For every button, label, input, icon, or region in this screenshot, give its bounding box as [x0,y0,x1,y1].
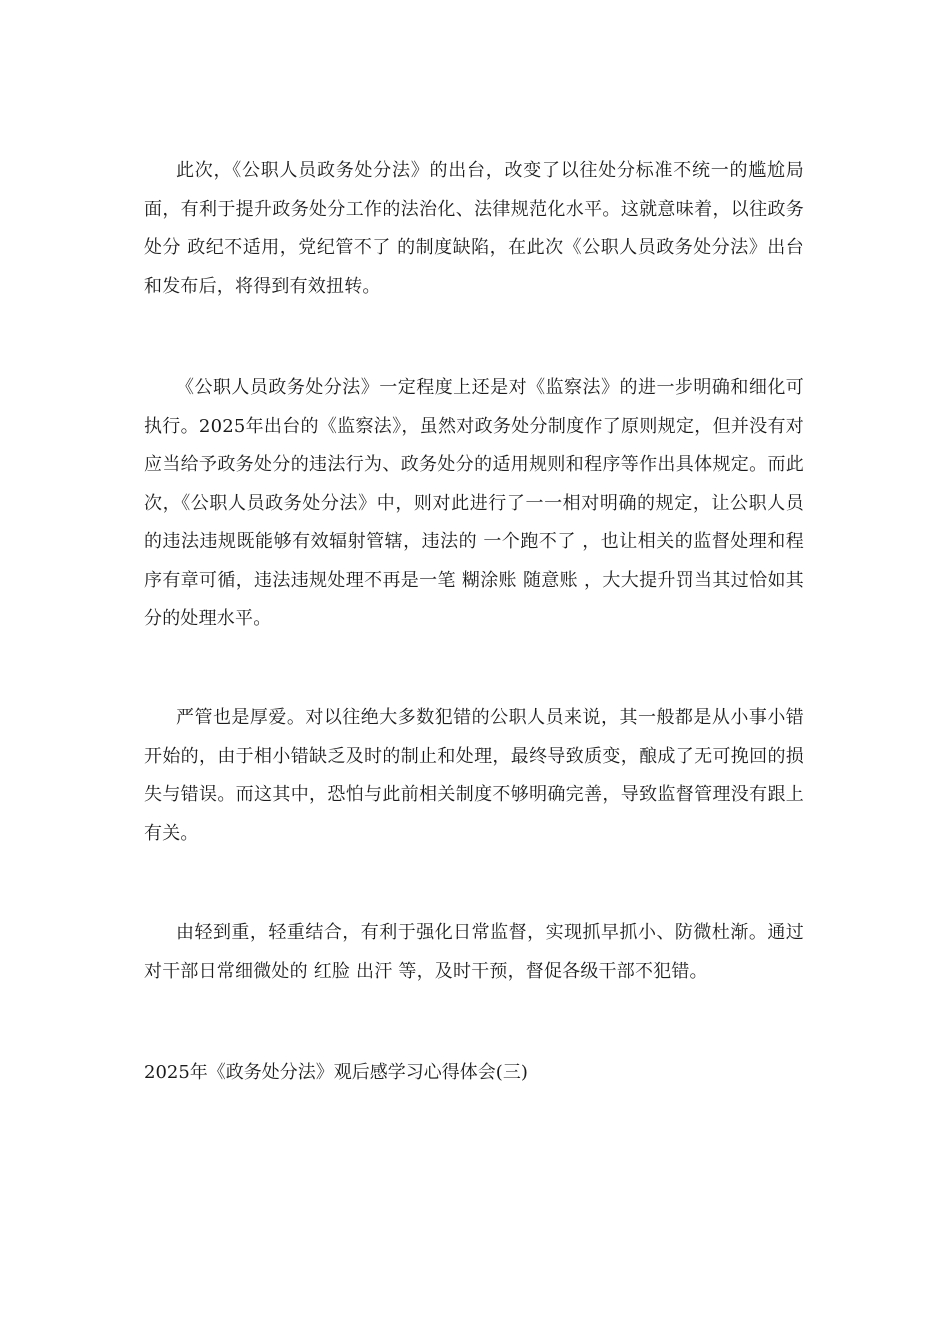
section-heading: 2025年《政务处分法》观后感学习心得体会(三) [144,1062,528,1083]
paragraph-4: 由轻到重，轻重结合，有利于强化日常监督，实现抓早抓小、防微杜渐。通过对干部日常细微处的 红脸 出汗 等，及时干预，督促各级干部不犯错。 [144,922,804,982]
paragraph-2: 《公职人员政务处分法》一定程度上还是对《监察法》的进一步明确和细化可执行。2025年出台的《监察法》，虽然对政务处分制度作了原则规定，但并没有对应当给予政务处分的违法行为、政务处分的适用规则和程序等作出具体规定。而此次，《公职人员政务处分法》中，则对此进行了一一相对明确的规定，让公职人员的违法违规既能够有效辐射管辖，违法的 一个跑不了 ，也让相关的监督处理和程序有章可循，违法违规处理不再是一笔 糊涂账 随意账 ，大大提升罚当其过恰如其分的处理水平。 [144,377,804,629]
paragraph-1: 此次，《公职人员政务处分法》的出台，改变了以往处分标准不统一的尴尬局面，有利于提升政务处分工作的法治化、法律规范化水平。这就意味着，以往政务处分 政纪不适用，党纪管不了 的制度缺陷，在此次《公职人员政务处分法》出台和发布后，将得到有效扭转。 [144,160,804,297]
paragraph-3: 严管也是厚爱。对以往绝大多数犯错的公职人员来说，其一般都是从小事小错开始的，由于相小错缺乏及时的制止和处理，最终导致质变，酿成了无可挽回的损失与错误。而这其中，恐怕与此前相关制度不够明确完善，导致监督管理没有跟上有关。 [144,707,804,844]
